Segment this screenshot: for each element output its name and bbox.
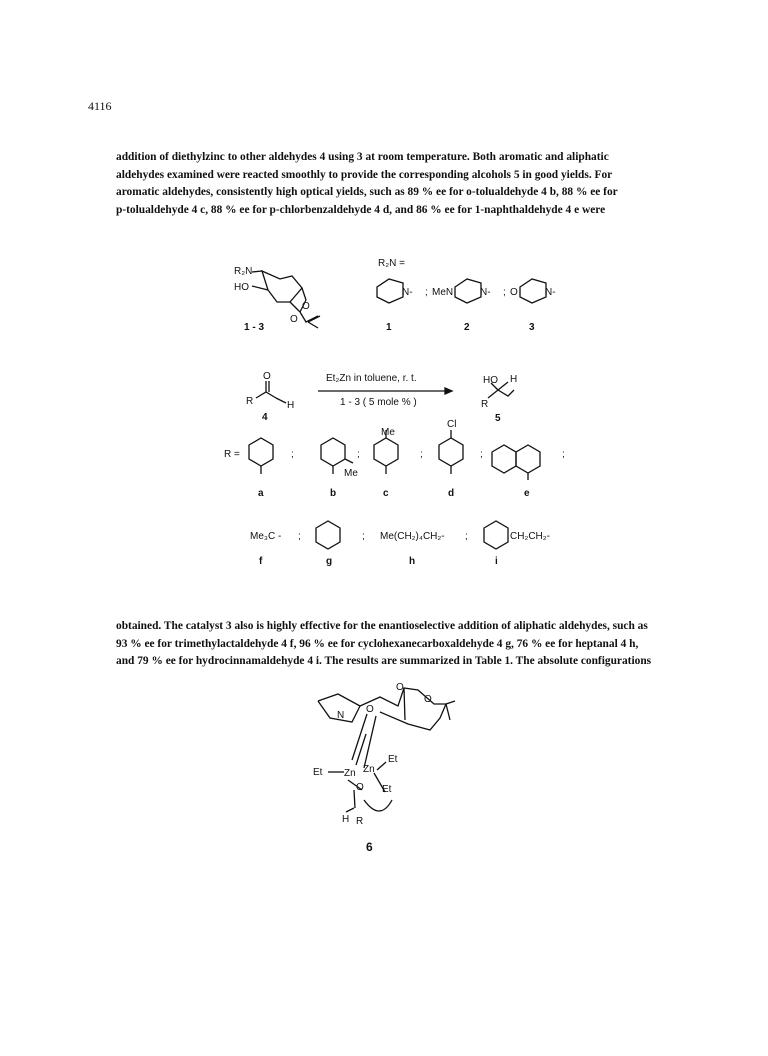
- ligand-range: 1 - 3: [244, 322, 265, 333]
- ts-et-lower: Et: [382, 784, 392, 795]
- sep: ;: [420, 449, 423, 460]
- amine-label-3: 3: [529, 322, 535, 333]
- ligand-acetonide-o: O: [290, 314, 298, 325]
- product-r: R: [481, 399, 489, 410]
- text-line: 93 % ee for trimethylactaldehyde 4 f, 96 % ee for cyclohexanecarboxaldehyde 4 g, 76 % ee for heptanal 4 h,: [116, 637, 639, 650]
- aryl-label-b: b: [330, 488, 337, 499]
- amine3-n: N-: [545, 287, 556, 298]
- amine3-o: O: [510, 287, 518, 298]
- ligand-ring-o: O: [302, 301, 310, 312]
- text-line: aldehydes examined were reacted smoothly to provide the corresponding alcohols 5 in good yields. For: [116, 168, 613, 181]
- aryl-label-e: e: [524, 488, 530, 499]
- text-line: obtained. The catalyst 3 also is highly effective for the enantioselective addition of aliphatic aldehydes, such as: [116, 620, 648, 632]
- sep: ;: [465, 531, 468, 542]
- aliphatic-label-f: f: [259, 556, 263, 567]
- ts-o3: O: [424, 694, 432, 705]
- text-line: aromatic aldehydes, consistently high optical yields, such as 89 % ee for o-tolualdehyde 4 b, 88 % ee for: [116, 186, 618, 198]
- ts-zn2: Zn: [363, 764, 375, 775]
- sep: ;: [357, 449, 360, 460]
- text-line: and 79 % ee for hydrocinnamaldehyde 4 i. The results are summarized in Table 1. The absolute configurations: [116, 655, 652, 667]
- page-number: 4116: [88, 99, 112, 113]
- aldehyde-r: R: [246, 396, 254, 407]
- ts-n: N: [337, 710, 345, 721]
- amine-label-2: 2: [464, 322, 470, 333]
- aliphatic-label-h: h: [409, 556, 416, 567]
- text-line: p-tolualdehyde 4 c, 88 % ee for p-chlorbenzaldehyde 4 d, and 86 % ee for 1-naphthaldehyde 4 e were: [116, 203, 606, 216]
- aryl-c-me: Me: [381, 427, 395, 438]
- ts-et-right: Et: [388, 754, 398, 765]
- sep: ;: [503, 287, 506, 298]
- ts-zn1: Zn: [344, 768, 356, 779]
- ts-o4: O: [356, 782, 364, 793]
- ts-r: R: [356, 816, 364, 827]
- sep: ;: [291, 449, 294, 460]
- aldehyde-label: 4: [262, 412, 268, 423]
- ch2ch2: CH₂CH₂-: [510, 531, 550, 542]
- ts-et-left: Et: [313, 767, 323, 778]
- aryl-d-cl: Cl: [447, 419, 457, 430]
- r2n-eq: R₂N =: [378, 258, 405, 269]
- heptyl: Me(CH₂)₄CH₂-: [380, 531, 445, 542]
- aldehyde-h: H: [287, 400, 295, 411]
- aldehyde-o: O: [263, 371, 271, 382]
- paragraph-2: [116, 618, 653, 671]
- ts-o2: O: [396, 682, 404, 693]
- amine2-men: MeN: [432, 287, 454, 298]
- aryl-label-a: a: [258, 488, 264, 499]
- product-label: 5: [495, 413, 501, 424]
- reagent-bottom: 1 - 3 ( 5 mole % ): [340, 397, 417, 408]
- amine-label-1: 1: [386, 322, 392, 333]
- amine2-n: N-: [480, 287, 491, 298]
- sep: ;: [362, 531, 365, 542]
- ts-h: H: [342, 814, 350, 825]
- aliphatic-label-i: i: [495, 556, 498, 567]
- ligand-r2n: R₂N: [234, 266, 253, 277]
- amine1-n: N-: [402, 287, 413, 298]
- ts-o1: O: [366, 704, 374, 715]
- text-line: addition of diethylzinc to other aldehydes 4 using 3 at room temperature. Both aromatic and aliphatic: [116, 151, 609, 163]
- sep: ;: [425, 287, 428, 298]
- r-eq: R =: [224, 449, 240, 460]
- aryl-label-d: d: [448, 488, 455, 499]
- aliphatic-label-g: g: [326, 556, 333, 567]
- sep: ;: [480, 449, 483, 460]
- product-h: H: [510, 374, 518, 385]
- aryl-label-c: c: [383, 488, 389, 499]
- product-ho: HO: [483, 375, 498, 386]
- sep: ;: [562, 449, 565, 460]
- me3c: Me₃C -: [250, 531, 282, 542]
- ligand-ho: HO: [234, 282, 249, 293]
- aryl-b-me: Me: [344, 468, 358, 479]
- reagent-top: Et₂Zn in toluene, r. t.: [326, 373, 417, 384]
- ts-label: 6: [366, 840, 373, 854]
- sep: ;: [298, 531, 301, 542]
